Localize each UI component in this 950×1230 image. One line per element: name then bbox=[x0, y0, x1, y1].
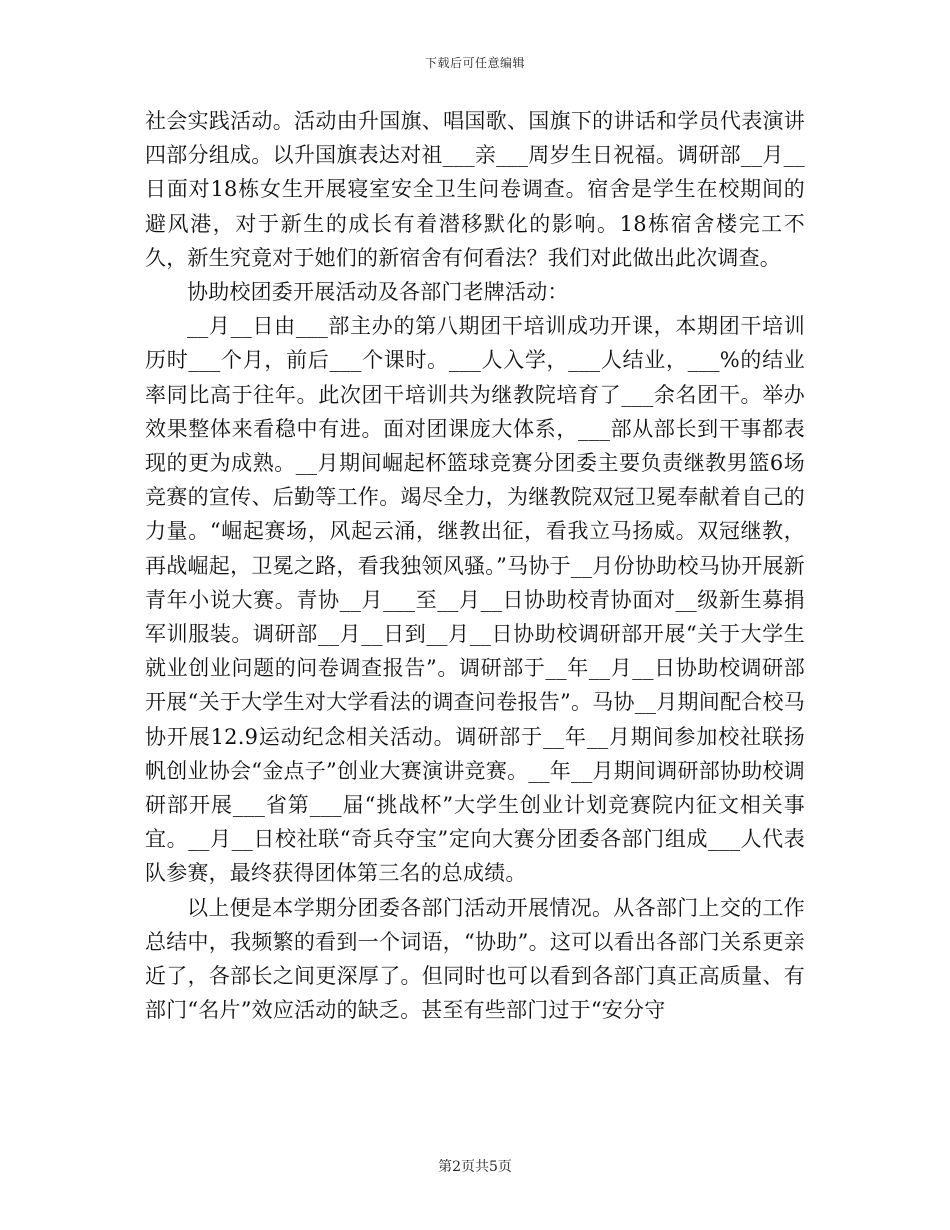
page-header: 下载后可任意编辑 bbox=[424, 56, 525, 70]
paragraph-2: 协助校团委开展活动及各部门老牌活动： bbox=[187, 280, 569, 305]
paragraph-3: __月__日由___部主办的第八期团干培训成功开课，本期团干培训历时___个月，前后___个课时。___人入学，___人结业，___%的结业率同比高于往年。此次团干培训共为继教院培育了___余名团干。举办效果整体来看稳中有进。面对团课庞大体系，___部从部长到干事都表现的更为成熟。__月期间崛起杯篮球竞赛分团委主要负责继教男篮6场竞赛的宣传、后勤等工作。竭尽全力，为继教院双冠卫冕奉献着自己的力量。“崛起赛场，风起云涌，继教出征，看我立马扬威。双冠继教，再战崛起，卫冕之路，看我独领风骚。”马协于__月份协助校马协开展新青年小说大赛。青协__月___至__月__日协助校青协面对__级新生募捐军训服装。调研部__月__日到__月__日协助校调研部开展“关于大学生就业创业问题的问卷调查报告”。调研部于__年__月__日协助校调研部开展“关于大学生对大学看法的调查问卷报告”。马协__月期间配合校马协开展12.9运动纪念相关活动。调研部于__年__月期间参加校社联扬帆创业协会“金点子”创业大赛演讲竞赛。__年__月期间调研部协助校调研部开展___省第___届“挑战杯”大学生创业计划竞赛院内征文相关事宜。__月__日校社联“奇兵夺宝”定向大赛分团委各部门组成___人代表队参赛，最终获得团体第三名的总成绩。 bbox=[145, 314, 805, 886]
paragraph-1: 社会实践活动。活动由升国旗、唱国歌、国旗下的讲话和学员代表演讲四部分组成。以升国旗表达对祖___亲___周岁生日祝福。调研部__月__日面对18栋女生开展寝室安全卫生问卷调查。宿舍是学生在校期间的避风港，对于新生的成长有着潜移默化的影响。18栋宿舍楼完工不久，新生究竟对于她们的新宿舍有何看法？我们对此做出此次调查。 bbox=[145, 109, 805, 270]
page-footer: 第2页共5页 bbox=[438, 1159, 512, 1175]
paragraph-4: 以上便是本学期分团委各部门活动开展情况。从各部门上交的工作总结中，我频繁的看到一个词语，“协助”。这可以看出各部门关系更亲近了，各部长之间更深厚了。但同时也可以看到各部门真正高质量、有部门“名片”效应活动的缺乏。甚至有些部门过于“安分守 bbox=[145, 895, 805, 1023]
document-body bbox=[145, 104, 805, 1027]
